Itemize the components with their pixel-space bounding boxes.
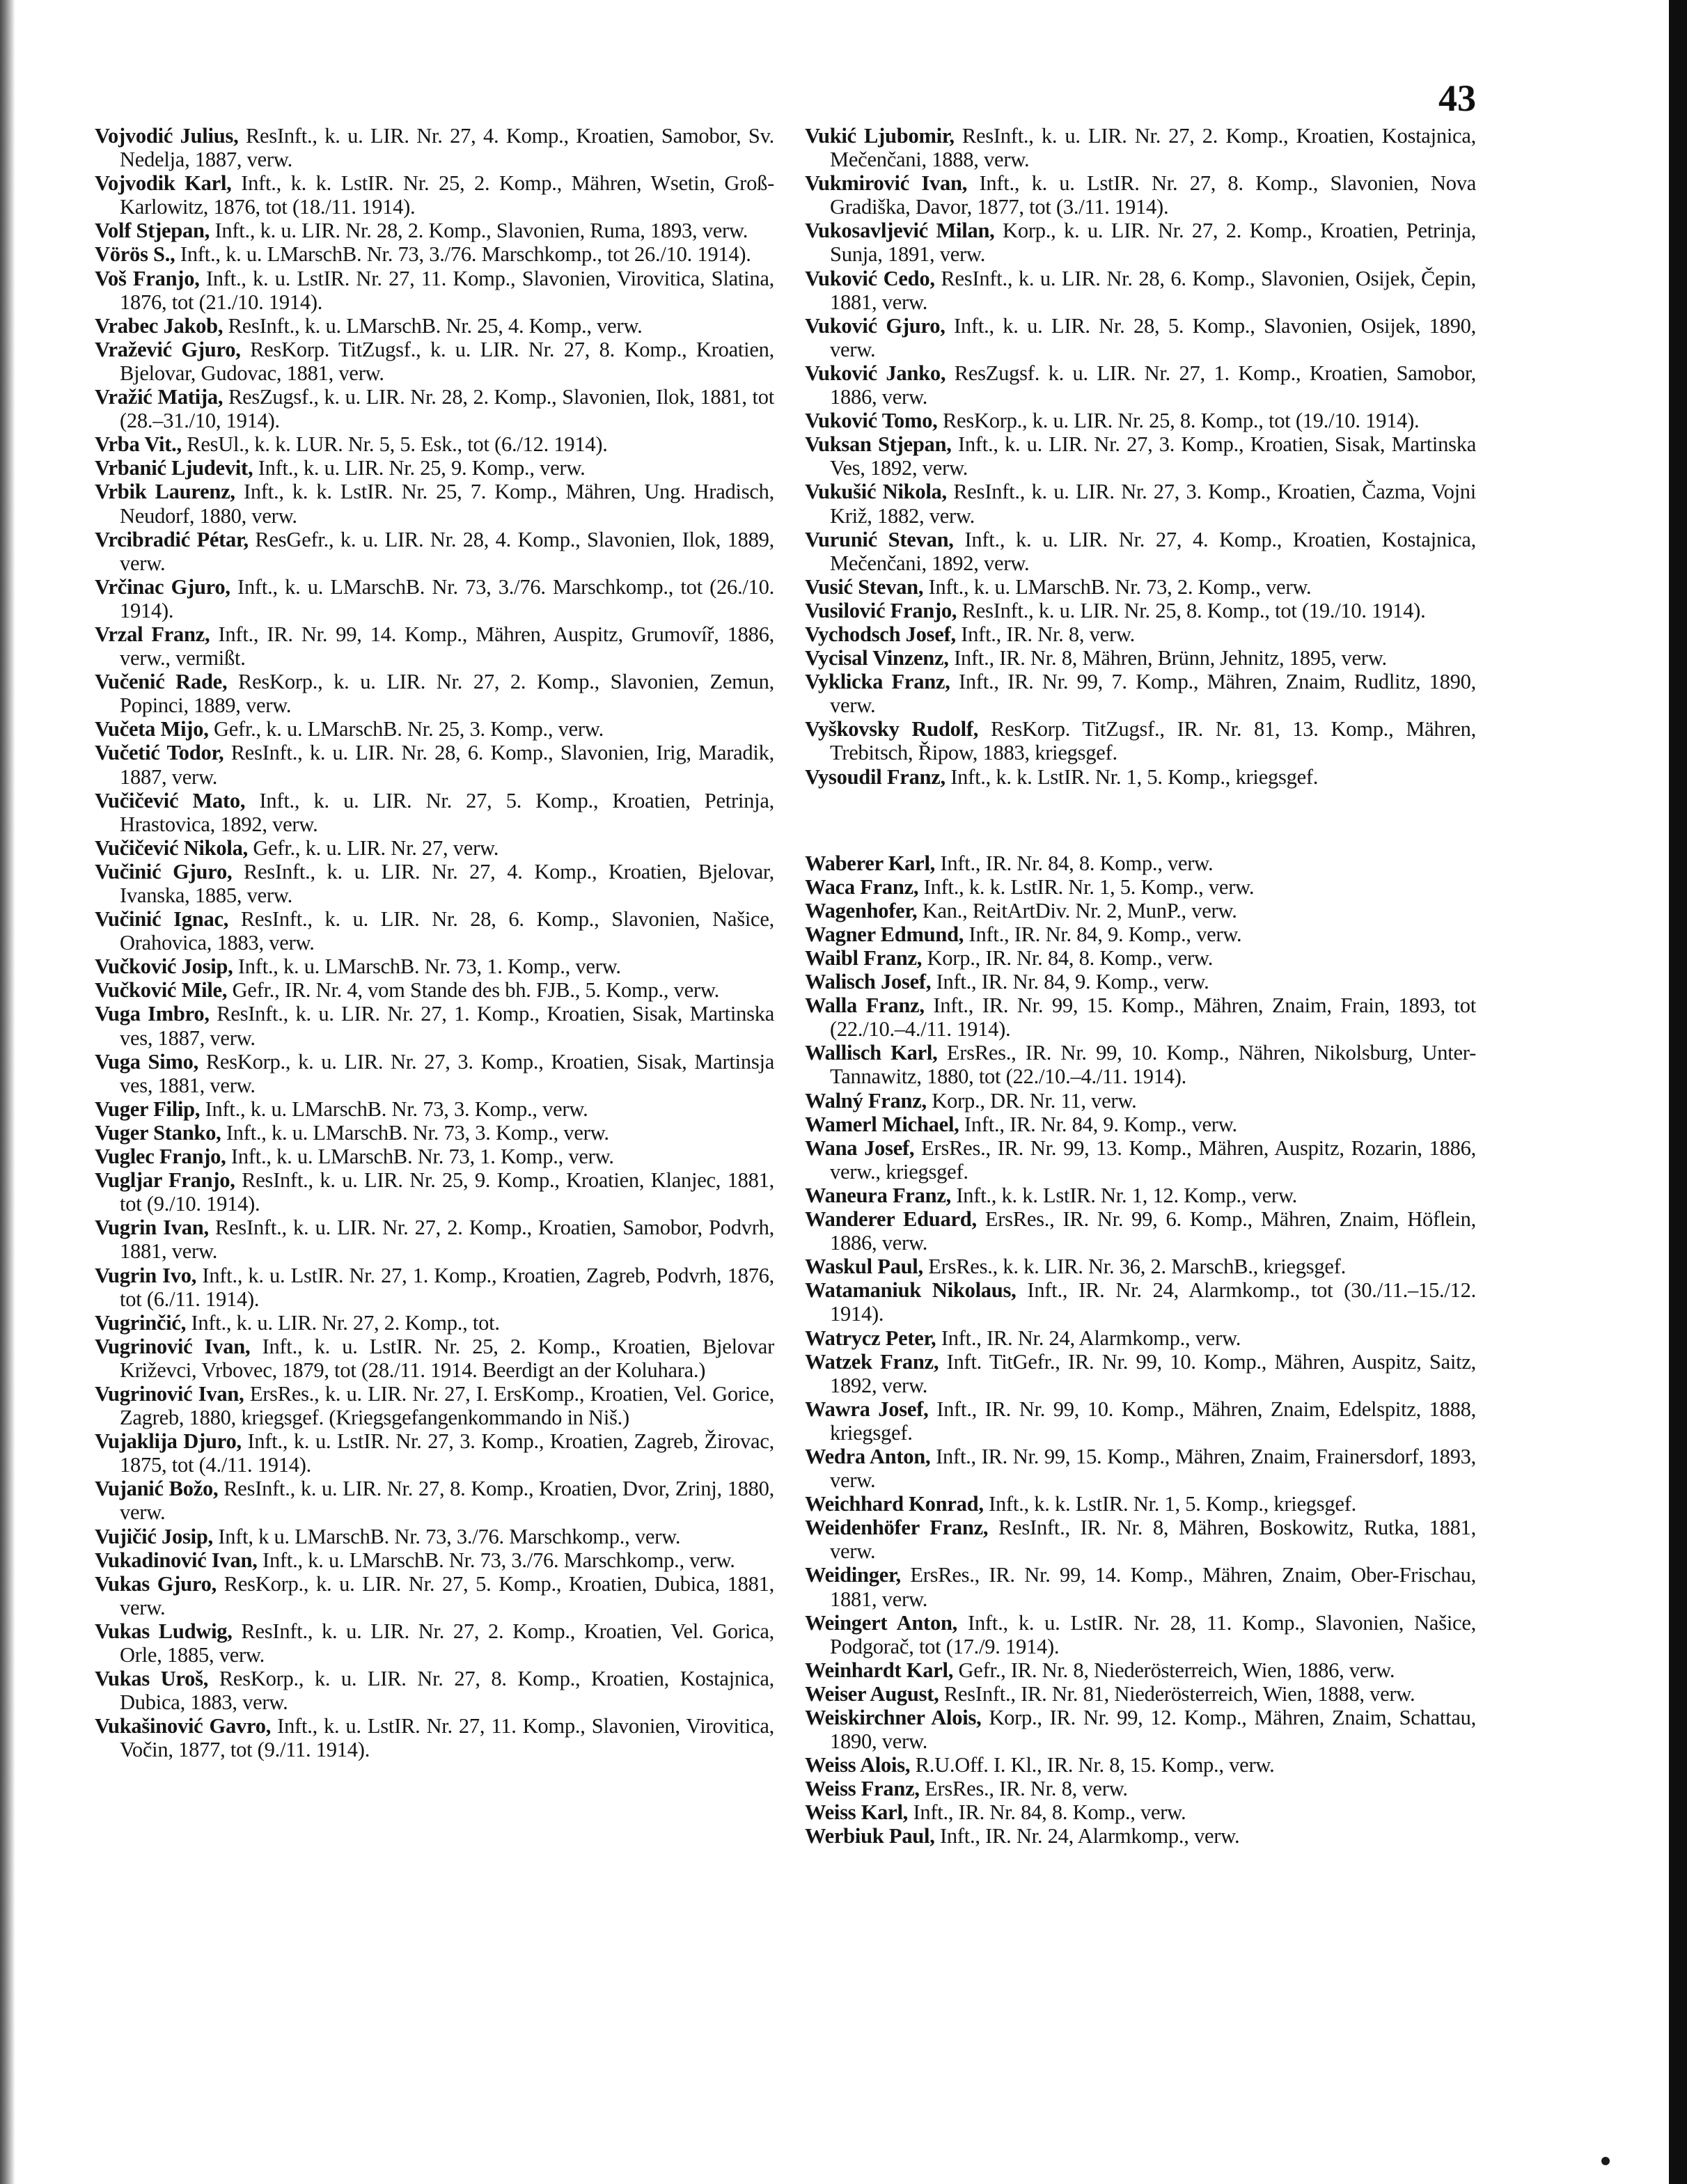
entry-name: Wamerl Michael, [805, 1112, 959, 1136]
casualty-entry [95, 480, 774, 527]
entry-details: Inft., IR. Nr. 84, 9. Komp., verw. [968, 922, 1242, 946]
casualty-entry [805, 1089, 1476, 1113]
entry-name: Vusilović Franjo, [805, 598, 957, 622]
entry-name: Vukas Ludwig, [95, 1619, 233, 1643]
casualty-entry [805, 1350, 1476, 1397]
casualty-entry [805, 946, 1476, 970]
entry-name: Vuksan Stjepan, [805, 432, 952, 457]
entry-details: ErsRes., IR. Nr. 8, verw. [925, 1777, 1128, 1801]
entry-name: Vučenić Rade, [95, 670, 228, 694]
entry-details: ErsRes., IR. Nr. 99, 13. Komp., Mähren, Auspitz, Rozarin, 1886, verw., kriegsgef. [830, 1136, 1476, 1184]
entry-details: Gefr., IR. Nr. 8, Niederösterreich, Wien, 1886, verw. [958, 1658, 1395, 1682]
entry-details: Inft., k. u. LMarschB. Nr. 73, 3./76. Marschkomp., tot (26./10. 1914). [120, 574, 775, 622]
casualty-entry [805, 646, 1476, 670]
entry-details: Inft., IR. Nr. 99, 10. Komp., Mähren, Znaim, Edelspitz, 1888, kriegsgef. [830, 1397, 1476, 1445]
entry-details: Inft., k. u. LstIR. Nr. 28, 11. Komp., Slavonien, Našice, Podgorač, tot (17./9. 1914). [830, 1610, 1476, 1658]
casualty-entry [95, 1714, 774, 1761]
casualty-entry [95, 314, 774, 338]
entry-details: ResInft., k. u. LIR. Nr. 25, 9. Komp., Kroatien, Klanjec, 1881, tot (9./10. 1914). [120, 1168, 774, 1216]
entry-details: ResKorp. TitZugsf., IR. Nr. 81, 13. Komp., Mähren, Trebitsch, Řipow, 1883, kriegsgef. [830, 717, 1476, 765]
entry-name: Vyškovsky Rudolf, [805, 717, 979, 741]
entry-name: Vrbanić Ljudevit, [95, 456, 253, 480]
entry-details: Inft., k. u. LstIR. Nr. 27, 1. Komp., Kroatien, Zagreb, Podvrh, 1876, tot (6./11. 1914). [120, 1263, 774, 1311]
entry-details: ResKorp. TitZugsf., k. u. LIR. Nr. 27, 8. Komp., Kroatien, Bjelovar, Gudovac, 1881, verw. [120, 337, 775, 385]
casualty-entry [805, 622, 1476, 646]
entry-details: Inft., k. u. LstIR. Nr. 27, 11. Komp., Slavonien, Virovitica, Vočin, 1877, tot (9./11. 1914). [120, 1714, 775, 1762]
entry-details: ResInft., k. u. LIR. Nr. 27, 2. Komp., Kroatien, Samobor, Podvrh, 1881, verw. [120, 1216, 775, 1264]
casualty-entry [95, 1145, 774, 1168]
entry-details: ErsRes., k. k. LIR. Nr. 36, 2. MarschB., kriegsgef. [928, 1255, 1346, 1279]
entry-name: Wedra Anton, [805, 1444, 931, 1468]
right-column [805, 124, 1476, 1848]
entry-details: ResKorp., k. u. LIR. Nr. 25, 8. Komp., tot (19./10. 1914). [942, 409, 1420, 433]
entry-name: Watzek Franz, [805, 1349, 939, 1374]
entry-name: Vychodsch Josef, [805, 622, 956, 646]
entry-name: Walla Franz, [805, 993, 925, 1018]
entry-details: ResInft., k. u. LIR. Nr. 27, 1. Komp., Kroatien, Sisak, Martinska ves, 1887, verw. [120, 1002, 775, 1050]
casualty-entry [805, 1800, 1476, 1824]
entry-details: Korp., IR. Nr. 99, 12. Komp., Mähren, Znaim, Schattau, 1890, verw. [830, 1706, 1476, 1754]
casualty-entry [805, 1706, 1476, 1753]
casualty-entry [805, 1824, 1476, 1848]
casualty-entry [805, 717, 1476, 764]
casualty-entry [805, 993, 1476, 1041]
casualty-entry [95, 622, 774, 670]
entry-details: Inft., IR. Nr. 84, 8. Komp., verw. [913, 1800, 1186, 1825]
entry-details: ResInft., k. u. LIR. Nr. 28, 6. Komp., Slavonien, Našice, Orahovica, 1883, verw. [120, 907, 775, 955]
entry-name: Vujičić Josip, [95, 1524, 213, 1548]
entry-name: Vukušić Nikola, [805, 480, 947, 504]
casualty-entry [805, 1255, 1476, 1278]
entry-details: Inft, k u. LMarschB. Nr. 73, 3./76. Marschkomp., verw. [218, 1524, 681, 1548]
entry-details: Inft. TitGefr., IR. Nr. 99, 10. Komp., Mähren, Auspitz, Saitz, 1892, verw. [830, 1349, 1476, 1397]
casualty-entry [805, 1397, 1476, 1445]
entry-name: Vuković Janko, [805, 361, 946, 385]
casualty-entry [805, 124, 1476, 171]
entry-name: Weiser August, [805, 1681, 939, 1706]
entry-name: Vučičević Nikola, [95, 835, 248, 860]
entry-name: Werbiuk Paul, [805, 1824, 935, 1848]
entry-details: Inft., k. u. LstIR. Nr. 27, 8. Komp., Slavonien, Nova Gradiška, Davor, 1877, tot (3./11. 1914). [830, 171, 1477, 219]
entry-details: Inft., IR. Nr. 84, 8. Komp., verw. [940, 851, 1214, 875]
casualty-entry [95, 124, 774, 171]
casualty-entry [805, 1278, 1476, 1326]
entry-name: Weidenhöfer Franz, [805, 1516, 989, 1540]
entry-details: Inft., k. u. LMarschB. Nr. 73, 3./76. Marschkomp., tot 26./10. 1914). [180, 242, 751, 267]
entry-details: Inft., IR. Nr. 8, Mähren, Brünn, Jehnitz, 1895, verw. [954, 646, 1387, 670]
entry-details: Inft., IR. Nr. 99, 7. Komp., Mähren, Znaim, Rudlitz, 1890, verw. [830, 670, 1477, 718]
entry-name: Volf Stjepan, [95, 219, 210, 243]
entry-details: Inft., IR. Nr. 99, 15. Komp., Mähren, Znaim, Frainersdorf, 1893, verw. [830, 1444, 1476, 1493]
entry-details: Inft., k. u. LstIR. Nr. 25, 2. Komp., Kroatien, Bjelovar Križevci, Vrbovec, 1879, tot (28./11. 1914. Beerdigt an der Koluhara.) [120, 1334, 774, 1382]
entry-details: Inft., k. k. LstIR. Nr. 25, 2. Komp., Mähren, Wsetin, Groß-Karlowitz, 1876, tot (18./11. 1914). [120, 171, 774, 219]
casualty-entry [95, 907, 774, 954]
casualty-entry [805, 899, 1476, 922]
casualty-entry [805, 1207, 1476, 1255]
casualty-entry [805, 970, 1476, 993]
entry-name: Watrycz Peter, [805, 1326, 936, 1350]
entry-details: Inft., k. k. LstIR. Nr. 25, 7. Komp., Mähren, Ung. Hradisch, Neudorf, 1880, verw. [120, 480, 774, 528]
entry-name: Wallisch Karl, [805, 1041, 938, 1065]
entry-details: ResInft., k. u. LIR. Nr. 28, 6. Komp., Slavonien, Irig, Maradik, 1887, verw. [120, 741, 775, 789]
casualty-entry [95, 242, 774, 266]
entry-name: Vörös S., [95, 242, 175, 267]
entry-name: Vuger Filip, [95, 1097, 201, 1121]
entry-details: Inft., IR. Nr. 84, 9. Komp., verw. [964, 1112, 1237, 1136]
entry-name: Vyklicka Franz, [805, 670, 950, 694]
entry-details: ResUl., k. k. LUR. Nr. 5, 5. Esk., tot (6./12. 1914). [187, 432, 608, 457]
entry-details: Inft., k. k. LstIR. Nr. 1, 5. Komp., kriegsgef. [950, 764, 1319, 789]
casualty-entry [805, 171, 1476, 219]
casualty-entry [95, 1335, 774, 1382]
casualty-entry [95, 1264, 774, 1311]
section-gap [805, 789, 1476, 851]
entry-name: Vuković Tomo, [805, 409, 938, 433]
entry-name: Vuga Imbro, [95, 1002, 210, 1026]
entry-details: ResKorp., k. u. LIR. Nr. 27, 3. Komp., Kroatien, Sisak, Martinsja ves, 1881, verw. [120, 1049, 774, 1097]
entry-name: Vrčinac Gjuro, [95, 574, 230, 599]
casualty-entry [805, 1611, 1476, 1658]
entry-name: Vražić Matija, [95, 385, 223, 409]
entry-details: ResInft., k. u. LMarschB. Nr. 25, 4. Komp., verw. [228, 313, 643, 338]
casualty-entry [805, 1445, 1476, 1492]
entry-details: ResZugsf., k. u. LIR. Nr. 28, 2. Komp., Slavonien, Ilok, 1881, tot (28.–31./10, 1914). [120, 385, 774, 433]
entry-details: ResInft., k. u. LIR. Nr. 27, 2. Komp., Kroatien, Vel. Gorica, Orle, 1885, verw. [120, 1619, 774, 1667]
entry-name: Vuga Simo, [95, 1049, 198, 1074]
casualty-entry [805, 765, 1476, 789]
entry-details: Gefr., IR. Nr. 4, vom Stande des bh. FJB., 5. Komp., verw. [232, 978, 719, 1003]
entry-details: Inft., k. u. LstIR. Nr. 27, 11. Komp., Slavonien, Virovitica, Slatina, 1876, tot (21./10. 1914). [120, 266, 775, 314]
entry-name: Vugrin Ivo, [95, 1263, 197, 1287]
casualty-entry [95, 338, 774, 385]
entry-name: Vugljar Franjo, [95, 1168, 235, 1193]
entry-name: Weiss Franz, [805, 1777, 920, 1801]
entry-name: Vučičević Mato, [95, 788, 246, 812]
entry-details: Inft., k. u. LMarschB. Nr. 73, 3. Komp., verw. [226, 1120, 609, 1145]
entry-details: ErsRes., k. u. LIR. Nr. 27, I. ErsKomp., Kroatien, Vel. Gorice, Zagreb, 1880, kriegsgef. (Kriegsgefangenkommando in Niš.) [120, 1381, 774, 1430]
ink-dot [1601, 2157, 1610, 2165]
casualty-entry [805, 1777, 1476, 1800]
casualty-entry [805, 875, 1476, 899]
entry-details: Inft., k. u. LIR. Nr. 27, 3. Komp., Kroatien, Sisak, Martinska Ves, 1892, verw. [830, 432, 1476, 480]
entry-details: Inft., k. u. LIR. Nr. 25, 9. Komp., verw. [258, 456, 586, 480]
entry-name: Vuković Cedo, [805, 266, 935, 290]
entry-details: Gefr., k. u. LMarschB. Nr. 25, 3. Komp., verw. [213, 717, 604, 741]
entry-details: ErsRes., IR. Nr. 99, 10. Komp., Nähren, Nikolsburg, Unter-Tannawitz, 1880, tot (22./10.–4./11. 1914). [830, 1041, 1477, 1089]
entry-name: Weidinger, [805, 1563, 901, 1587]
entry-details: Korp., IR. Nr. 84, 8. Komp., verw. [927, 946, 1214, 970]
casualty-entry [95, 1525, 774, 1548]
casualty-entry [805, 1326, 1476, 1350]
section-w-entries [805, 851, 1476, 1848]
entry-name: Vuković Gjuro, [805, 313, 945, 338]
entry-name: Weingert Anton, [805, 1610, 958, 1635]
entry-name: Vukas Uroš, [95, 1667, 209, 1691]
casualty-entry [95, 1429, 774, 1477]
entry-name: Waca Franz, [805, 874, 919, 899]
entry-name: Vugrin Ivan, [95, 1216, 209, 1240]
entry-name: Vučetić Todor, [95, 741, 224, 765]
entry-name: Weichhard Konrad, [805, 1492, 984, 1516]
casualty-entry [95, 670, 774, 717]
entry-details: ResInft., k. u. LIR. Nr. 28, 6. Komp., Slavonien, Osijek, Čepin, 1881, verw. [830, 266, 1477, 314]
casualty-entry [95, 741, 774, 788]
entry-name: Vukašinović Gavro, [95, 1714, 272, 1738]
casualty-entry [805, 314, 1476, 361]
casualty-entry [805, 409, 1476, 432]
scan-edge-left [0, 0, 15, 2184]
casualty-entry [95, 385, 774, 432]
casualty-entry [805, 267, 1476, 314]
entry-name: Vukas Gjuro, [95, 1571, 217, 1596]
casualty-entry [805, 599, 1476, 622]
casualty-entry [95, 456, 774, 480]
casualty-entry [95, 1050, 774, 1097]
entry-details: ResKorp., k. u. LIR. Nr. 27, 8. Komp., Kroatien, Kostajnica, Dubica, 1883, verw. [120, 1667, 775, 1715]
casualty-entry [95, 528, 774, 575]
entry-name: Voš Franjo, [95, 266, 200, 290]
casualty-entry [805, 1563, 1476, 1610]
entry-details: Inft., IR. Nr. 8, verw. [961, 622, 1136, 646]
casualty-entry [805, 851, 1476, 875]
entry-name: Weiss Karl, [805, 1800, 909, 1825]
section-v-entries [805, 124, 1476, 789]
entry-name: Weiss Alois, [805, 1753, 911, 1777]
casualty-entry [95, 1548, 774, 1572]
entry-details: Inft., k. u. LMarschB. Nr. 73, 1. Komp., verw. [237, 954, 621, 979]
entry-name: Weiskirchner Alois, [805, 1706, 982, 1729]
casualty-entry [805, 528, 1476, 575]
casualty-entry [95, 1477, 774, 1524]
casualty-entry [95, 717, 774, 741]
entry-name: Waberer Karl, [805, 851, 936, 875]
casualty-entry [95, 1311, 774, 1335]
casualty-entry [805, 575, 1476, 599]
entry-details: Inft., k. u. LIR. Nr. 28, 2. Komp., Slavonien, Ruma, 1893, verw. [214, 219, 748, 243]
casualty-entry [95, 1121, 774, 1145]
casualty-entry [805, 1682, 1476, 1706]
casualty-entry [95, 954, 774, 978]
entry-details: ResInft., k. u. LIR. Nr. 27, 4. Komp., Kroatien, Bjelovar, Ivanska, 1885, verw. [120, 859, 774, 907]
casualty-entry [805, 1041, 1476, 1088]
entry-details: Inft., k. u. LMarschB. Nr. 73, 3./76. Marschkomp., verw. [262, 1548, 735, 1572]
entry-details: Inft., IR. Nr. 99, 15. Komp., Mähren, Znaim, Frain, 1893, tot (22./10.–4./11. 1914). [830, 993, 1476, 1042]
casualty-entry [805, 1492, 1476, 1516]
casualty-entry [805, 1113, 1476, 1136]
entry-name: Walný Franz, [805, 1088, 927, 1113]
entry-name: Vugrinčić, [95, 1310, 187, 1335]
casualty-entry [95, 836, 774, 860]
casualty-entry [805, 432, 1476, 480]
entry-name: Vuger Stanko, [95, 1120, 221, 1145]
entry-details: ResInft., k. u. LIR. Nr. 27, 2. Komp., Kroatien, Kostajnica, Mečenčani, 1888, verw. [830, 124, 1476, 172]
casualty-entry [805, 670, 1476, 717]
entry-details: Inft., k. u. LIR. Nr. 27, 5. Komp., Kroatien, Petrinja, Hrastovica, 1892, verw. [120, 788, 775, 836]
entry-details: Inft., k. u. LIR. Nr. 27, 4. Komp., Kroatien, Kostajnica, Mečenčani, 1892, verw. [830, 527, 1477, 575]
entry-name: Wawra Josef, [805, 1397, 929, 1421]
entry-details: ResInft., IR. Nr. 8, Mähren, Boskowitz, Rutka, 1881, verw. [830, 1516, 1477, 1564]
casualty-entry [805, 480, 1476, 527]
casualty-entry [95, 432, 774, 456]
casualty-entry [805, 1184, 1476, 1207]
entry-name: Vukadinović Ivan, [95, 1548, 258, 1572]
entry-details: Inft., k. u. LMarschB. Nr. 73, 3. Komp., verw. [205, 1097, 588, 1121]
entry-details: R.U.Off. I. Kl., IR. Nr. 8, 15. Komp., verw. [915, 1753, 1275, 1777]
entry-name: Wagner Edmund, [805, 922, 964, 946]
entry-details: Inft., k. k. LstIR. Nr. 1, 12. Komp., verw. [956, 1183, 1298, 1207]
entry-name: Vugrinović Ivan, [95, 1381, 244, 1406]
entry-details: Inft., k. u. LIR. Nr. 28, 5. Komp., Slavonien, Osijek, 1890, verw. [830, 313, 1476, 361]
entry-name: Wana Josef, [805, 1136, 915, 1160]
entry-details: ErsRes., IR. Nr. 99, 6. Komp., Mähren, Znaim, Höflein, 1886, verw. [830, 1207, 1477, 1255]
entry-details: Inft., IR. Nr. 24, Alarmkomp., tot (30./11.–15./12. 1914). [830, 1278, 1477, 1326]
entry-name: Vojvodik Karl, [95, 171, 232, 196]
entry-details: Inft., IR. Nr. 24, Alarmkomp., verw. [941, 1326, 1241, 1350]
entry-name: Wanderer Eduard, [805, 1207, 977, 1232]
entry-details: Inft., IR. Nr. 99, 14. Komp., Mähren, Auspitz, Grumovíř, 1886, verw., vermißt. [120, 622, 775, 670]
entry-name: Vusić Stevan, [805, 574, 924, 599]
entry-details: ResInft., k. u. LIR. Nr. 25, 8. Komp., tot (19./10. 1914). [962, 598, 1426, 622]
casualty-entry [805, 1753, 1476, 1777]
entry-name: Vučinić Gjuro, [95, 859, 233, 883]
entry-name: Vučković Josip, [95, 954, 233, 979]
entry-name: Vojvodić Julius, [95, 124, 239, 148]
casualty-entry [95, 978, 774, 1002]
casualty-entry [95, 1667, 774, 1714]
casualty-entry [95, 219, 774, 242]
page-number: 43 [1438, 77, 1476, 119]
casualty-entry [805, 1516, 1476, 1563]
entry-name: Walisch Josef, [805, 970, 932, 994]
entry-details: Kan., ReitArtDiv. Nr. 2, MunP., verw. [922, 898, 1237, 922]
entry-name: Vrba Vit., [95, 432, 182, 457]
casualty-entry [95, 789, 774, 836]
entry-details: Inft., k. k. LstIR. Nr. 1, 5. Komp., kriegsgef. [989, 1492, 1356, 1516]
casualty-entry [95, 575, 774, 622]
entry-details: Inft., k. k. LstIR. Nr. 1, 5. Komp., verw. [923, 874, 1255, 899]
casualty-entry [805, 361, 1476, 409]
entry-name: Vrcibradić Pétar, [95, 527, 249, 551]
casualty-entry [95, 1572, 774, 1619]
entry-name: Waneura Franz, [805, 1183, 951, 1207]
left-column [95, 124, 774, 1761]
entry-details: ResKorp., k. u. LIR. Nr. 27, 2. Komp., Slavonien, Zemun, Popinci, 1889, verw. [120, 670, 775, 718]
entry-name: Vysoudil Franz, [805, 764, 945, 789]
entry-name: Vugrinović Ivan, [95, 1334, 251, 1358]
entry-details: ResZugsf. k. u. LIR. Nr. 27, 1. Komp., Kroatien, Samobor, 1886, verw. [830, 361, 1477, 409]
entry-name: Weinhardt Karl, [805, 1658, 954, 1682]
entry-name: Vycisal Vinzenz, [805, 646, 949, 670]
entry-details: Inft., k. u. LstIR. Nr. 27, 3. Komp., Kroatien, Zagreb, Žirovac, 1875, tot (4./11. 1914). [120, 1429, 775, 1477]
entry-details: Gefr., k. u. LIR. Nr. 27, verw. [253, 835, 499, 860]
entry-name: Vrzal Franz, [95, 622, 210, 646]
entry-name: Vukosavljević Milan, [805, 219, 995, 243]
casualty-entry [95, 860, 774, 907]
casualty-entry [95, 1168, 774, 1216]
entry-details: Inft., IR. Nr. 24, Alarmkomp., verw. [939, 1824, 1240, 1848]
casualty-entry [805, 1658, 1476, 1682]
entry-name: Vrabec Jakob, [95, 313, 223, 338]
entry-details: Inft., k. u. LMarschB. Nr. 73, 2. Komp., verw. [928, 574, 1312, 599]
casualty-entry [95, 1382, 774, 1429]
entry-name: Wagenhofer, [805, 898, 918, 922]
entry-details: Inft., IR. Nr. 84, 9. Komp., verw. [936, 970, 1209, 994]
entry-details: Inft., k. u. LMarschB. Nr. 73, 1. Komp., verw. [230, 1145, 614, 1169]
casualty-entry [805, 922, 1476, 946]
entry-name: Vurunić Stevan, [805, 527, 954, 551]
casualty-entry [95, 1216, 774, 1263]
entry-details: ResInft., k. u. LIR. Nr. 27, 8. Komp., Kroatien, Dvor, Zrinj, 1880, verw. [120, 1477, 775, 1525]
entry-name: Vražević Gjuro, [95, 337, 241, 361]
casualty-entry [95, 1619, 774, 1667]
scan-edge-right [1669, 0, 1687, 2184]
entry-details: Inft., k. u. LIR. Nr. 27, 2. Komp., tot. [191, 1310, 500, 1335]
entry-name: Vukić Ljubomir, [805, 124, 955, 148]
entry-details: Korp., DR. Nr. 11, verw. [932, 1088, 1137, 1113]
casualty-entry [95, 267, 774, 314]
entry-name: Vuglec Franjo, [95, 1145, 226, 1169]
casualty-entry [95, 1002, 774, 1049]
entry-name: Vučinić Ignac, [95, 907, 229, 932]
casualty-entry [95, 1097, 774, 1121]
entry-name: Waibl Franz, [805, 946, 923, 970]
entry-name: Vukmirović Ivan, [805, 171, 968, 196]
entry-details: ResGefr., k. u. LIR. Nr. 28, 4. Komp., Slavonien, Ilok, 1889, verw. [120, 527, 774, 575]
entry-name: Vučeta Mijo, [95, 717, 209, 741]
entry-details: ErsRes., IR. Nr. 99, 14. Komp., Mähren, Znaim, Ober-Frischau, 1881, verw. [830, 1563, 1476, 1611]
entry-details: Korp., k. u. LIR. Nr. 27, 2. Komp., Kroatien, Petrinja, Sunja, 1891, verw. [830, 219, 1476, 267]
entry-details: ResInft., k. u. LIR. Nr. 27, 3. Komp., Kroatien, Čazma, Vojni Križ, 1882, verw. [830, 480, 1477, 528]
entry-name: Vrbik Laurenz, [95, 480, 235, 504]
entry-name: Watamaniuk Nikolaus, [805, 1278, 1017, 1303]
entry-details: ResInft., IR. Nr. 81, Niederösterreich, Wien, 1888, verw. [943, 1681, 1415, 1706]
casualty-entry [95, 171, 774, 219]
entry-name: Vučković Mile, [95, 978, 228, 1003]
casualty-entry [805, 1136, 1476, 1184]
entry-name: Vujanić Božo, [95, 1477, 219, 1501]
entry-name: Waskul Paul, [805, 1255, 923, 1279]
entry-details: ResInft., k. u. LIR. Nr. 27, 4. Komp., Kroatien, Samobor, Sv. Nedelja, 1887, verw. [120, 124, 775, 172]
entry-details: ResKorp., k. u. LIR. Nr. 27, 5. Komp., Kroatien, Dubica, 1881, verw. [120, 1571, 775, 1619]
entry-name: Vujaklija Djuro, [95, 1429, 242, 1454]
casualty-entry [805, 219, 1476, 266]
